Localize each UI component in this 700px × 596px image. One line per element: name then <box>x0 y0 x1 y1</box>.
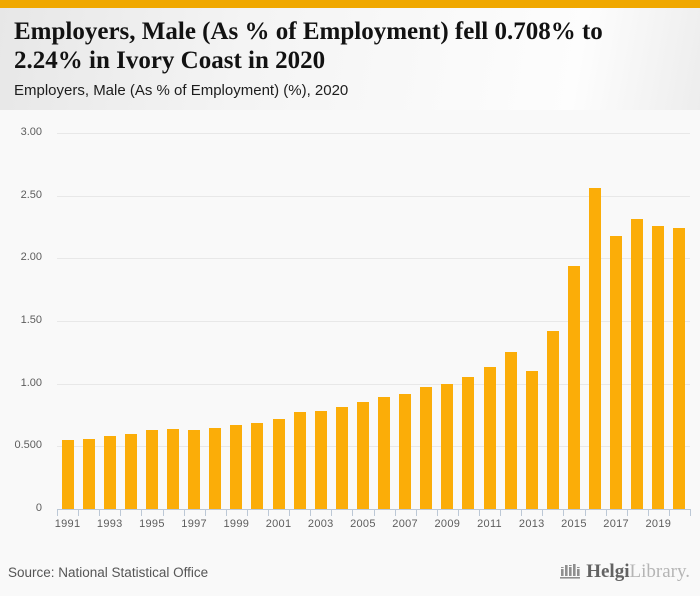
axis-tick <box>120 509 121 516</box>
bar-2004 <box>336 407 348 509</box>
x-axis-label: 2011 <box>477 518 502 530</box>
x-axis-label: 1991 <box>54 518 81 530</box>
bar-2012 <box>505 352 517 509</box>
x-axis-label: 1999 <box>223 518 250 530</box>
axis-tick <box>606 509 607 516</box>
axis-tick <box>184 509 185 516</box>
axis-tick <box>331 509 332 516</box>
x-axis-label: 2015 <box>561 518 587 530</box>
axis-tick <box>458 509 459 516</box>
axis-tick <box>57 509 58 516</box>
bar-2005 <box>357 402 369 509</box>
gridline <box>57 133 690 134</box>
page-title: Employers, Male (As % of Employment) fell 0.708% to 2.24% in Ivory Coast in 2020 <box>14 18 603 74</box>
x-axis-label: 2019 <box>645 518 672 530</box>
axis-tick <box>479 509 480 516</box>
bar-2009 <box>441 384 453 509</box>
bar-2016 <box>589 188 601 509</box>
bar-2008 <box>420 387 432 509</box>
y-axis-label: 0.500 <box>14 439 42 452</box>
bar-1996 <box>167 429 179 509</box>
y-axis-label: 0 <box>35 502 42 514</box>
x-axis-label: 1993 <box>96 518 123 530</box>
axis-tick <box>627 509 628 516</box>
bar-1991 <box>62 440 74 509</box>
bar-2015 <box>568 266 580 509</box>
y-axis-label: 3.00 <box>20 126 42 138</box>
logo-word-primary: Helgi <box>586 561 630 582</box>
x-axis-label: 1995 <box>139 518 165 530</box>
bar-2007 <box>399 394 411 509</box>
bar-2011 <box>484 367 496 509</box>
axis-tick <box>585 509 586 516</box>
y-axis-label: 2.00 <box>20 251 42 264</box>
x-axis-label: 2005 <box>350 518 376 530</box>
bar-2003 <box>315 411 327 509</box>
axis-tick <box>542 509 543 516</box>
bar-2013 <box>526 371 538 509</box>
x-axis-label: 2013 <box>518 518 545 530</box>
bar-2006 <box>378 397 390 509</box>
x-axis-label: 2009 <box>434 518 461 530</box>
y-axis-label: 2.50 <box>20 188 42 201</box>
bar-2020 <box>673 228 685 509</box>
axis-tick <box>247 509 248 516</box>
y-axis-label: 1.50 <box>20 314 42 326</box>
axis-tick <box>226 509 227 516</box>
bar-1992 <box>83 439 95 509</box>
y-axis-label: 1.00 <box>20 376 42 389</box>
bar-2018 <box>631 219 643 509</box>
x-axis-label: 1997 <box>181 518 207 530</box>
x-axis-label: 2017 <box>603 518 629 530</box>
bar-chart <box>0 110 700 555</box>
axis-tick <box>563 509 564 516</box>
axis-tick <box>141 509 142 516</box>
axis-tick <box>78 509 79 516</box>
axis-tick <box>352 509 353 516</box>
axis-tick <box>395 509 396 516</box>
bar-1998 <box>209 428 221 509</box>
axis-tick <box>669 509 670 516</box>
x-axis-label: 2001 <box>265 518 292 530</box>
chart-header <box>0 8 700 110</box>
axis-tick <box>205 509 206 516</box>
x-axis-label: 2007 <box>392 518 418 530</box>
axis-tick <box>690 509 691 516</box>
axis-tick <box>500 509 501 516</box>
axis-tick <box>374 509 375 516</box>
bar-2014 <box>547 331 559 509</box>
bar-2000 <box>251 423 263 509</box>
bar-2017 <box>610 236 622 509</box>
axis-tick <box>163 509 164 516</box>
helgi-library-logo <box>559 560 690 585</box>
axis-tick <box>268 509 269 516</box>
bar-2019 <box>652 226 664 509</box>
bar-2010 <box>462 377 474 509</box>
bar-1993 <box>104 436 116 509</box>
bar-1995 <box>146 430 158 509</box>
accent-top-strip <box>0 0 700 8</box>
axis-tick <box>310 509 311 516</box>
axis-tick <box>416 509 417 516</box>
source-label: Source: National Statistical Office <box>8 564 209 580</box>
bar-2002 <box>294 412 306 509</box>
logo-word-secondary: Library. <box>629 561 690 582</box>
bar-1994 <box>125 434 137 509</box>
axis-tick <box>648 509 649 516</box>
bar-chart-icon <box>559 560 581 585</box>
axis-tick <box>521 509 522 516</box>
footer <box>0 554 700 596</box>
bar-1997 <box>188 430 200 509</box>
axis-tick <box>99 509 100 516</box>
x-axis-label: 2003 <box>307 518 334 530</box>
chart-subtitle: Employers, Male (As % of Employment) (%), 2020 <box>14 82 349 99</box>
axis-tick <box>289 509 290 516</box>
axis-tick <box>437 509 438 516</box>
logo-wordmark <box>586 561 690 583</box>
bar-2001 <box>273 419 285 509</box>
bar-1999 <box>230 425 242 509</box>
